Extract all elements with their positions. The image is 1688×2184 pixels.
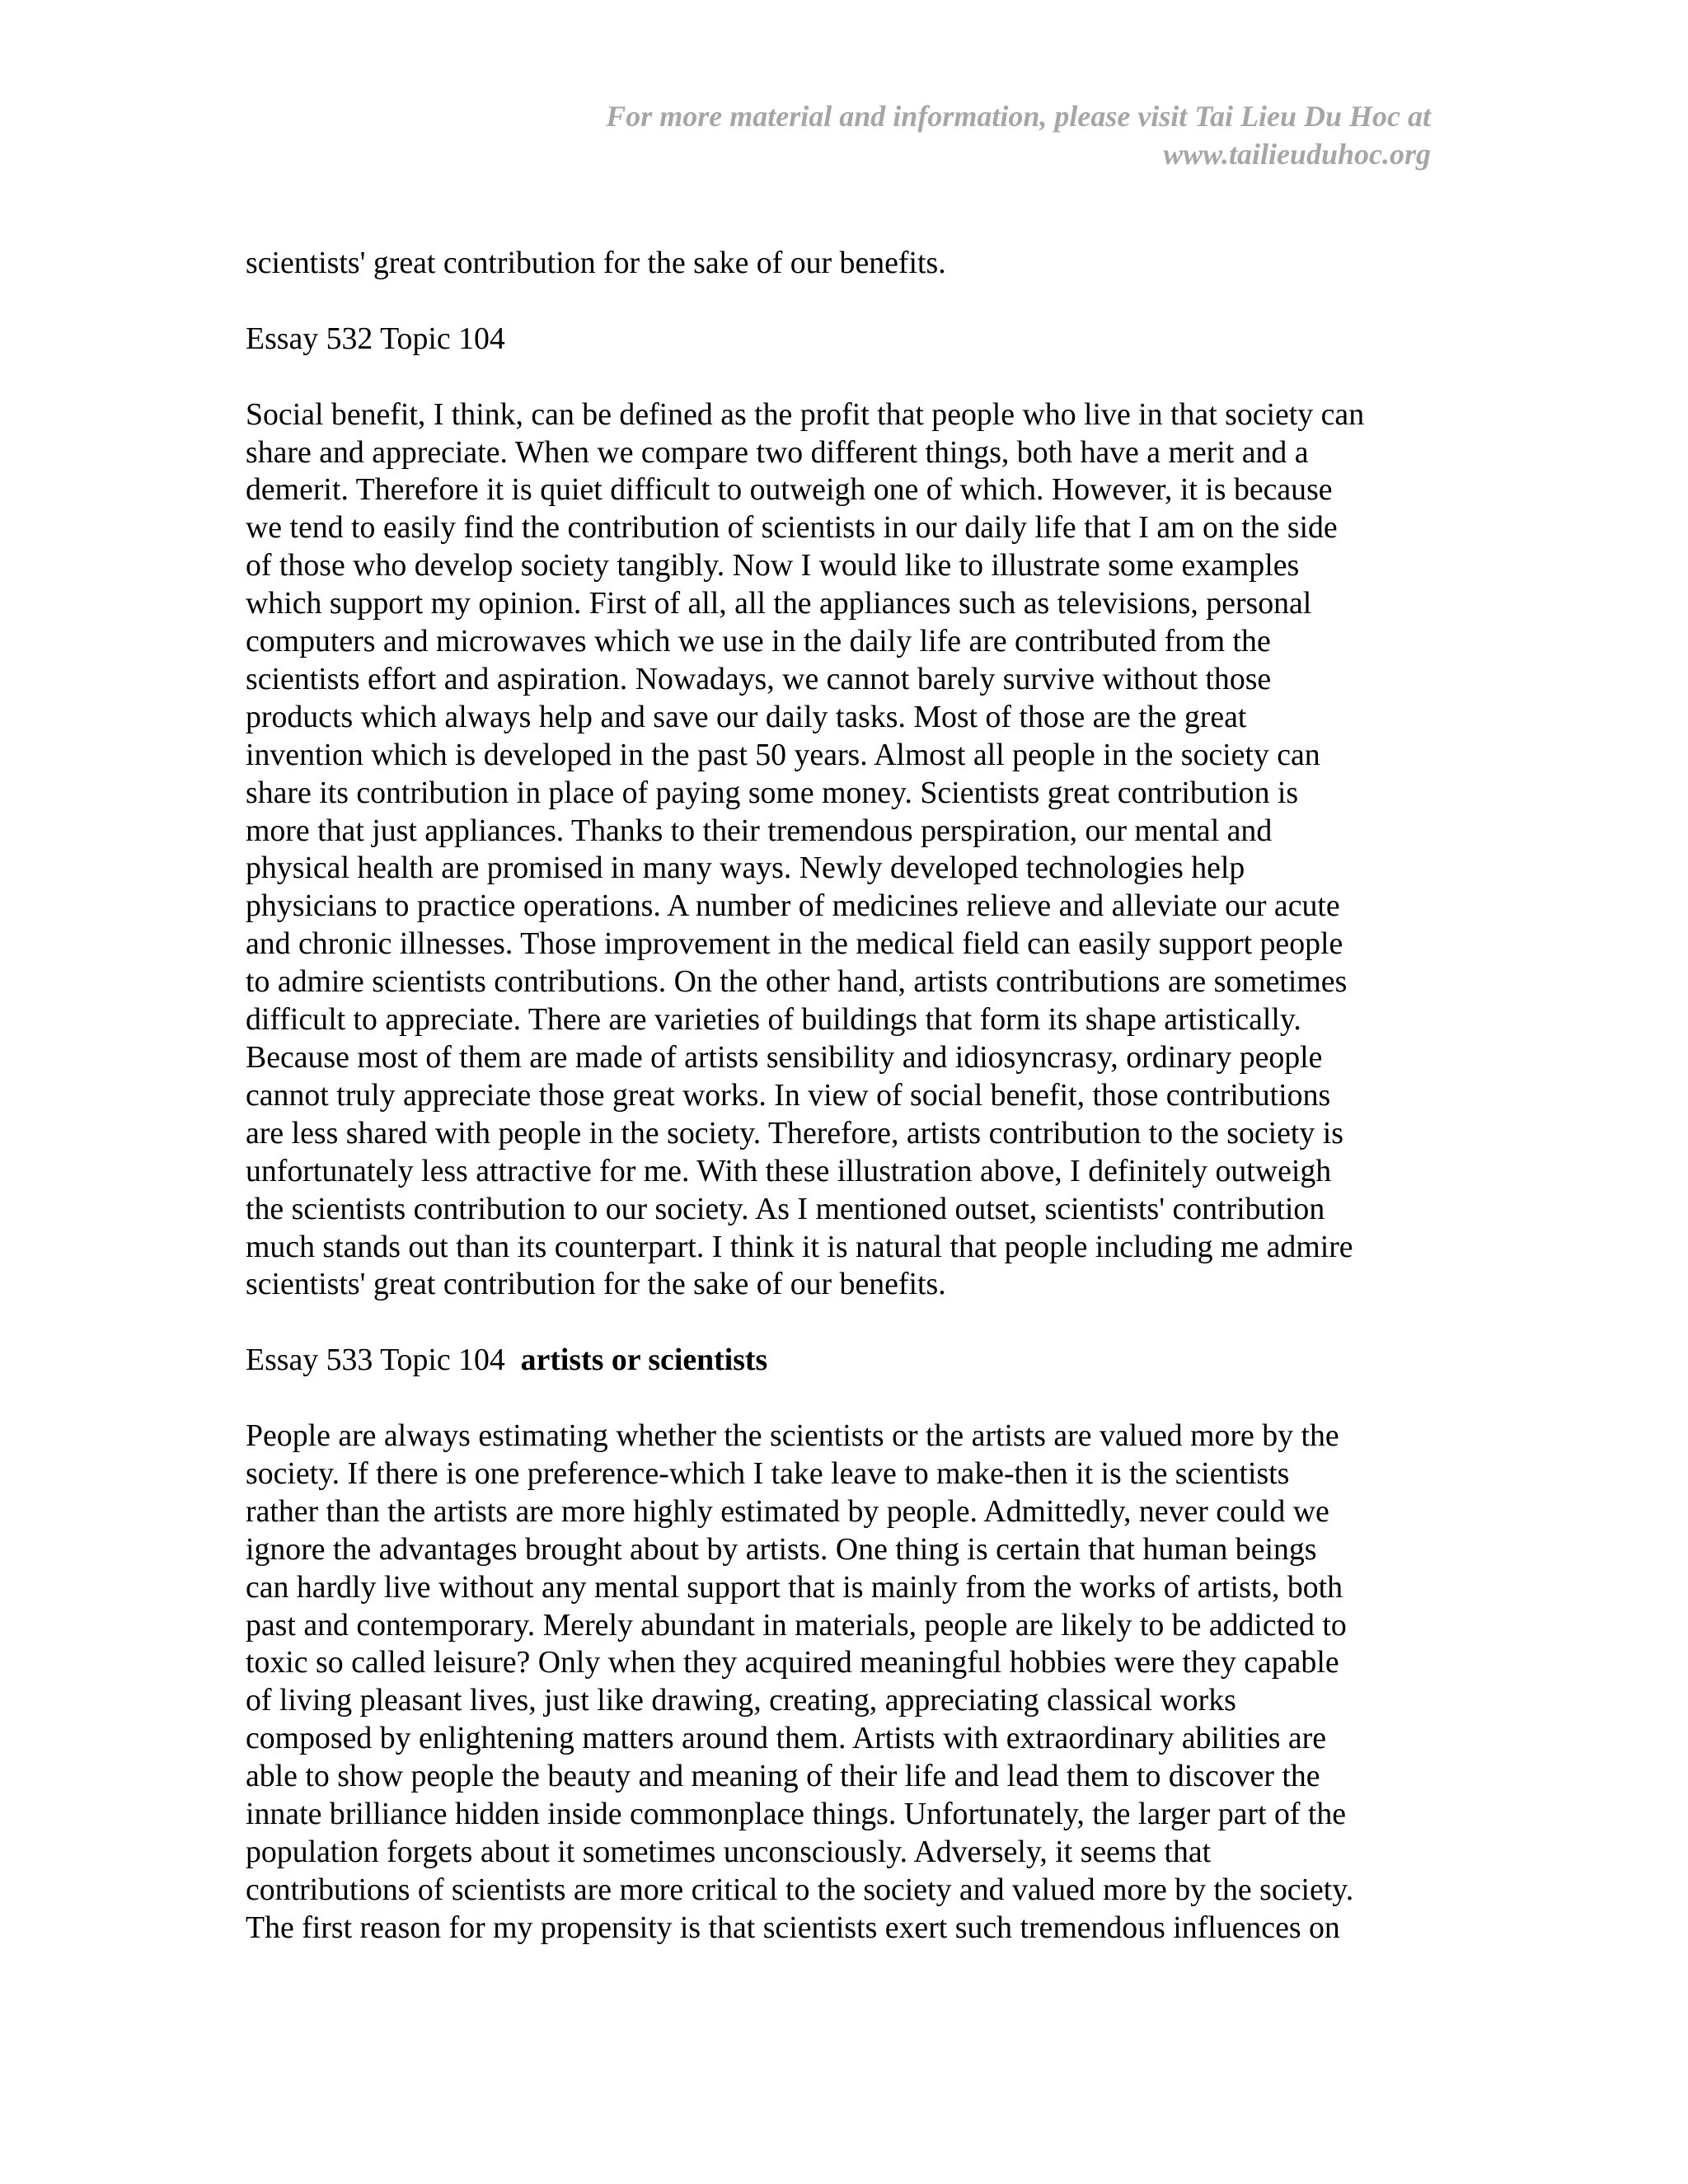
text-line: physical health are promised in many ways. Newly developed technologies help: [246, 851, 1245, 886]
page-header: [277, 97, 1431, 173]
text-line: unfortunately less attractive for me. With these illustration above, I definitely outweigh: [246, 1153, 1332, 1188]
text-line: Because most of them are made of artists sensibility and idiosyncrasy, ordinary people: [246, 1040, 1323, 1075]
essay-533-body: [246, 1418, 1437, 1947]
text-line: past and contemporary. Merely abundant in materials, people are likely to be addicted to: [246, 1607, 1347, 1643]
essay-533-heading-topic: artists or scientists: [520, 1343, 768, 1378]
text-line: share its contribution in place of paying some money. Scientists great contribution is: [246, 775, 1299, 810]
text-line: People are always estimating whether the scientists or the artists are valued more by the: [246, 1418, 1339, 1454]
text-line: much stands out than its counterpart. I think it is natural that people including me admire: [246, 1229, 1353, 1264]
text-line: scientists effort and aspiration. Nowadays, we cannot barely survive without those: [246, 661, 1272, 696]
text-line: of those who develop society tangibly. Now I would like to illustrate some examples: [246, 548, 1300, 583]
essay-533-heading: [246, 1342, 1437, 1380]
text-line: ignore the advantages brought about by artists. One thing is certain that human beings: [246, 1531, 1317, 1567]
text-line: composed by enlightening matters around them. Artists with extraordinary abilities are: [246, 1721, 1327, 1756]
text-line: contributions of scientists are more critical to the society and valued more by the society.: [246, 1872, 1354, 1907]
text-line: the scientists contribution to our society. As I mentioned outset, scientists' contribution: [246, 1191, 1325, 1226]
text-line: products which always help and save our daily tasks. Most of those are the great: [246, 699, 1247, 734]
text-line: to admire scientists contributions. On the other hand, artists contributions are sometimes: [246, 964, 1348, 1000]
text-line: society. If there is one preference-which I take leave to make-then it is the scientists: [246, 1455, 1290, 1491]
text-line: are less shared with people in the society. Therefore, artists contribution to the society is: [246, 1115, 1343, 1151]
text-line: and chronic illnesses. Those improvement in the medical field can easily support people: [246, 926, 1343, 962]
text-line: invention which is developed in the past 50 years. Almost all people in the society can: [246, 737, 1320, 772]
text-line: which support my opinion. First of all, all the appliances such as televisions, personal: [246, 586, 1312, 621]
text-line: toxic so called leisure? Only when they acquired meaningful hobbies were they capable: [246, 1645, 1339, 1680]
document-body: [246, 245, 1437, 1947]
text-line: scientists' great contribution for the sake of our benefits.: [246, 1267, 946, 1302]
text-line: Social benefit, I think, can be defined as the profit that people who live in that society can: [246, 396, 1365, 432]
text-line: computers and microwaves which we use in the daily life are contributed from the: [246, 624, 1271, 659]
text-line: population forgets about it sometimes unconsciously. Adversely, it seems that: [246, 1835, 1212, 1869]
text-line: physicians to practice operations. A number of medicines relieve and alleviate our acute: [246, 888, 1340, 924]
header-website: www.tailieuduhoc.org: [1163, 138, 1431, 171]
text-line: rather than the artists are more highly estimated by people. Admittedly, never could we: [246, 1493, 1329, 1529]
essay-531-closing-line: scientists' great contribution for the sake of our benefits.: [246, 246, 946, 280]
text-line: able to show people the beauty and meaning of their life and lead them to discover the: [246, 1759, 1320, 1794]
essay-533-heading-label: Essay 533 Topic 104: [246, 1343, 505, 1378]
essay-532-body: [246, 396, 1437, 1305]
text-line: cannot truly appreciate those great works. In view of social benefit, those contributions: [246, 1077, 1331, 1113]
essay-532-heading: Essay 532 Topic 104: [246, 321, 505, 356]
text-line: The first reason for my propensity is that scientists exert such tremendous influences on: [246, 1910, 1340, 1945]
text-line: we tend to easily find the contribution of scientists in our daily life that I am on the side: [246, 510, 1338, 546]
text-line: more that just appliances. Thanks to their tremendous perspiration, our mental and: [246, 813, 1273, 848]
header-line-1: For more material and information, please visit Tai Lieu Du Hoc at: [606, 100, 1431, 133]
text-line: of living pleasant lives, just like drawing, creating, appreciating classical works: [246, 1683, 1236, 1718]
text-line: difficult to appreciate. There are varieties of buildings that form its shape artistically.: [246, 1002, 1301, 1038]
text-line: share and appreciate. When we compare two different things, both have a merit and a: [246, 434, 1309, 470]
text-line: innate brilliance hidden inside commonplace things. Unfortunately, the larger part of the: [246, 1797, 1347, 1832]
text-line: can hardly live without any mental support that is mainly from the works of artists, both: [246, 1569, 1343, 1605]
text-line: demerit. Therefore it is quiet difficult to outweigh one of which. However, it is because: [246, 472, 1333, 508]
